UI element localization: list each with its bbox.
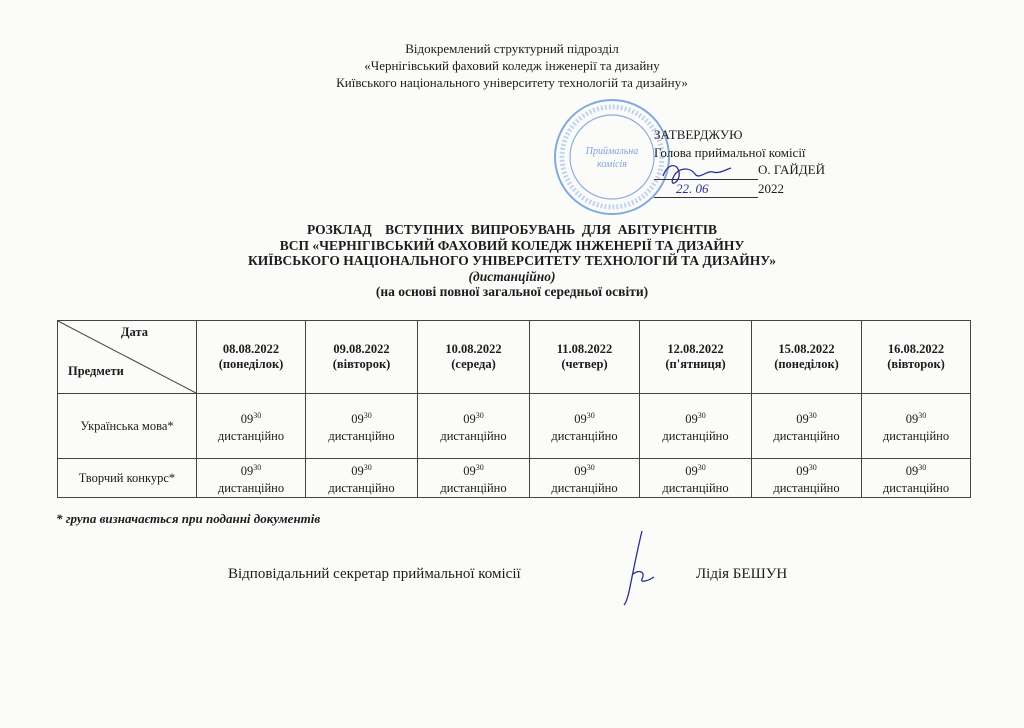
table-header-row xyxy=(58,321,971,394)
time-hour: 09 xyxy=(685,464,698,479)
header-line-3: Київського національного університету технологій та дизайну» xyxy=(336,75,688,90)
time-minutes: 30 xyxy=(586,411,595,421)
stamp-text-1: Приймальна xyxy=(585,146,639,157)
secretary-signature xyxy=(612,527,672,607)
date-value: 11.08.2022 xyxy=(556,342,613,356)
time-hour: 09 xyxy=(240,464,254,479)
day-value: (понеділок) xyxy=(218,357,284,371)
schedule-cell xyxy=(752,459,862,498)
secretary-role: Відповідальний секретар приймальної комісії xyxy=(228,566,521,582)
time-hour: 09 xyxy=(574,412,587,427)
date-value: 12.08.2022 xyxy=(667,342,724,356)
time-minutes: 30 xyxy=(253,411,262,421)
day-value: (четвер) xyxy=(561,357,608,371)
title-line-4: (дистанційно) xyxy=(468,268,556,284)
corner-date-label: Дата xyxy=(120,325,148,339)
date-value: 15.08.2022 xyxy=(778,342,835,356)
table-row xyxy=(58,394,971,459)
time-minutes: 30 xyxy=(475,463,484,473)
schedule-cell xyxy=(752,394,862,459)
schedule-cell xyxy=(530,459,640,498)
mode-label: дистанційно xyxy=(551,428,618,443)
time-minutes: 30 xyxy=(697,463,706,473)
time-hour: 09 xyxy=(463,412,476,427)
approval-label: ЗАТВЕРДЖУЮ xyxy=(654,127,743,142)
time-hour: 09 xyxy=(796,464,809,479)
mode-label: дистанційно xyxy=(440,428,507,443)
schedule-cell xyxy=(306,459,418,498)
secretary-name: Лідія БЕШУН xyxy=(696,566,788,582)
title-line-3: КИЇВСЬКОГО НАЦІОНАЛЬНОГО УНІВЕРСИТЕТУ ТЕХНОЛОГІЙ ТА ДИЗАЙНУ» xyxy=(247,253,777,268)
time-minutes: 30 xyxy=(808,463,817,473)
time-minutes: 30 xyxy=(363,463,372,473)
mode-label: дистанційно xyxy=(662,480,729,495)
mode-label: дистанційно xyxy=(882,480,950,495)
corner-subjects-label: Предмети xyxy=(68,364,124,378)
time-hour: 09 xyxy=(905,412,919,427)
schedule-cell xyxy=(306,394,418,459)
title-line-2: ВСП «ЧЕРНІГІВСЬКИЙ ФАХОВИЙ КОЛЕДЖ ІНЖЕНЕРІЇ ТА ДИЗАЙНУ xyxy=(279,237,745,253)
time-hour: 09 xyxy=(685,412,698,427)
time-hour: 09 xyxy=(351,412,364,427)
mode-label: дистанційно xyxy=(773,428,840,443)
header-line-2: «Чернігівський фаховий коледж інженерії та дизайну xyxy=(364,58,660,73)
schedule-table xyxy=(57,320,971,498)
footnote: * група визначається при поданні документів xyxy=(56,511,321,526)
day-value: (середа) xyxy=(451,357,496,371)
schedule-cell xyxy=(640,394,752,459)
schedule-title xyxy=(0,222,1024,300)
date-header xyxy=(197,321,306,394)
schedule-cell xyxy=(418,459,530,498)
time-hour: 09 xyxy=(463,464,476,479)
time-minutes: 30 xyxy=(253,463,262,473)
time-hour: 09 xyxy=(796,412,809,427)
schedule-cell xyxy=(197,394,306,459)
mode-label: дистанційно xyxy=(662,428,729,443)
mode-label: дистанційно xyxy=(328,480,395,495)
schedule-cell xyxy=(197,459,306,498)
time-minutes: 30 xyxy=(808,411,817,421)
time-minutes: 30 xyxy=(918,411,927,421)
mode-label: дистанційно xyxy=(440,480,507,495)
date-value: 08.08.2022 xyxy=(222,342,280,356)
date-value: 09.08.2022 xyxy=(333,342,390,356)
corner-cell xyxy=(58,321,197,394)
institution-header xyxy=(0,40,1024,91)
approval-date-handwritten: 22. 06 xyxy=(676,180,758,199)
title-line-1: РОЗКЛАД ВСТУПНИХ ВИПРОБУВАНЬ ДЛЯ АБІТУРІЄНТІВ xyxy=(306,222,718,237)
schedule-cell xyxy=(862,459,971,498)
date-header xyxy=(640,321,752,394)
mode-label: дистанційно xyxy=(773,480,840,495)
date-header xyxy=(306,321,418,394)
day-value: (вівторок) xyxy=(332,357,391,371)
mode-label: дистанційно xyxy=(551,480,618,495)
time-hour: 09 xyxy=(240,412,254,427)
table-row xyxy=(58,459,971,498)
date-header xyxy=(530,321,640,394)
approval-name: О. ГАЙДЕЙ xyxy=(758,162,825,177)
time-hour: 09 xyxy=(351,464,364,479)
day-value: (понеділок) xyxy=(774,357,839,371)
mode-label: дистанційно xyxy=(217,428,285,443)
header-line-1: Відокремлений структурний підрозділ xyxy=(405,41,619,56)
time-hour: 09 xyxy=(574,464,587,479)
schedule-cell xyxy=(418,394,530,459)
schedule-cell xyxy=(530,394,640,459)
title-line-5: (на основі повної загальної середньої освіти) xyxy=(375,284,649,299)
stamp-text-2: комісія xyxy=(597,159,627,170)
mode-label: дистанційно xyxy=(217,480,285,495)
director-signature xyxy=(655,158,735,198)
approval-year: 2022 xyxy=(758,180,784,196)
time-minutes: 30 xyxy=(918,463,927,473)
date-value: 10.08.2022 xyxy=(445,342,502,356)
time-minutes: 30 xyxy=(363,411,372,421)
schedule-cell xyxy=(862,394,971,459)
mode-label: дистанційно xyxy=(882,428,950,443)
time-minutes: 30 xyxy=(475,411,484,421)
date-value: 16.08.2022 xyxy=(887,342,945,356)
time-hour: 09 xyxy=(905,464,919,479)
approval-position: Голова приймальної комісії xyxy=(654,144,806,160)
date-header xyxy=(418,321,530,394)
mode-label: дистанційно xyxy=(328,428,395,443)
schedule-cell xyxy=(640,459,752,498)
time-minutes: 30 xyxy=(586,463,595,473)
day-value: (вівторок) xyxy=(887,357,945,371)
date-header xyxy=(862,321,971,394)
time-minutes: 30 xyxy=(697,411,706,421)
date-header xyxy=(752,321,862,394)
subject-cell: Українська мова* xyxy=(58,394,197,459)
day-value: (п'ятниця) xyxy=(665,357,726,371)
subject-cell: Творчий конкурс* xyxy=(58,459,197,498)
